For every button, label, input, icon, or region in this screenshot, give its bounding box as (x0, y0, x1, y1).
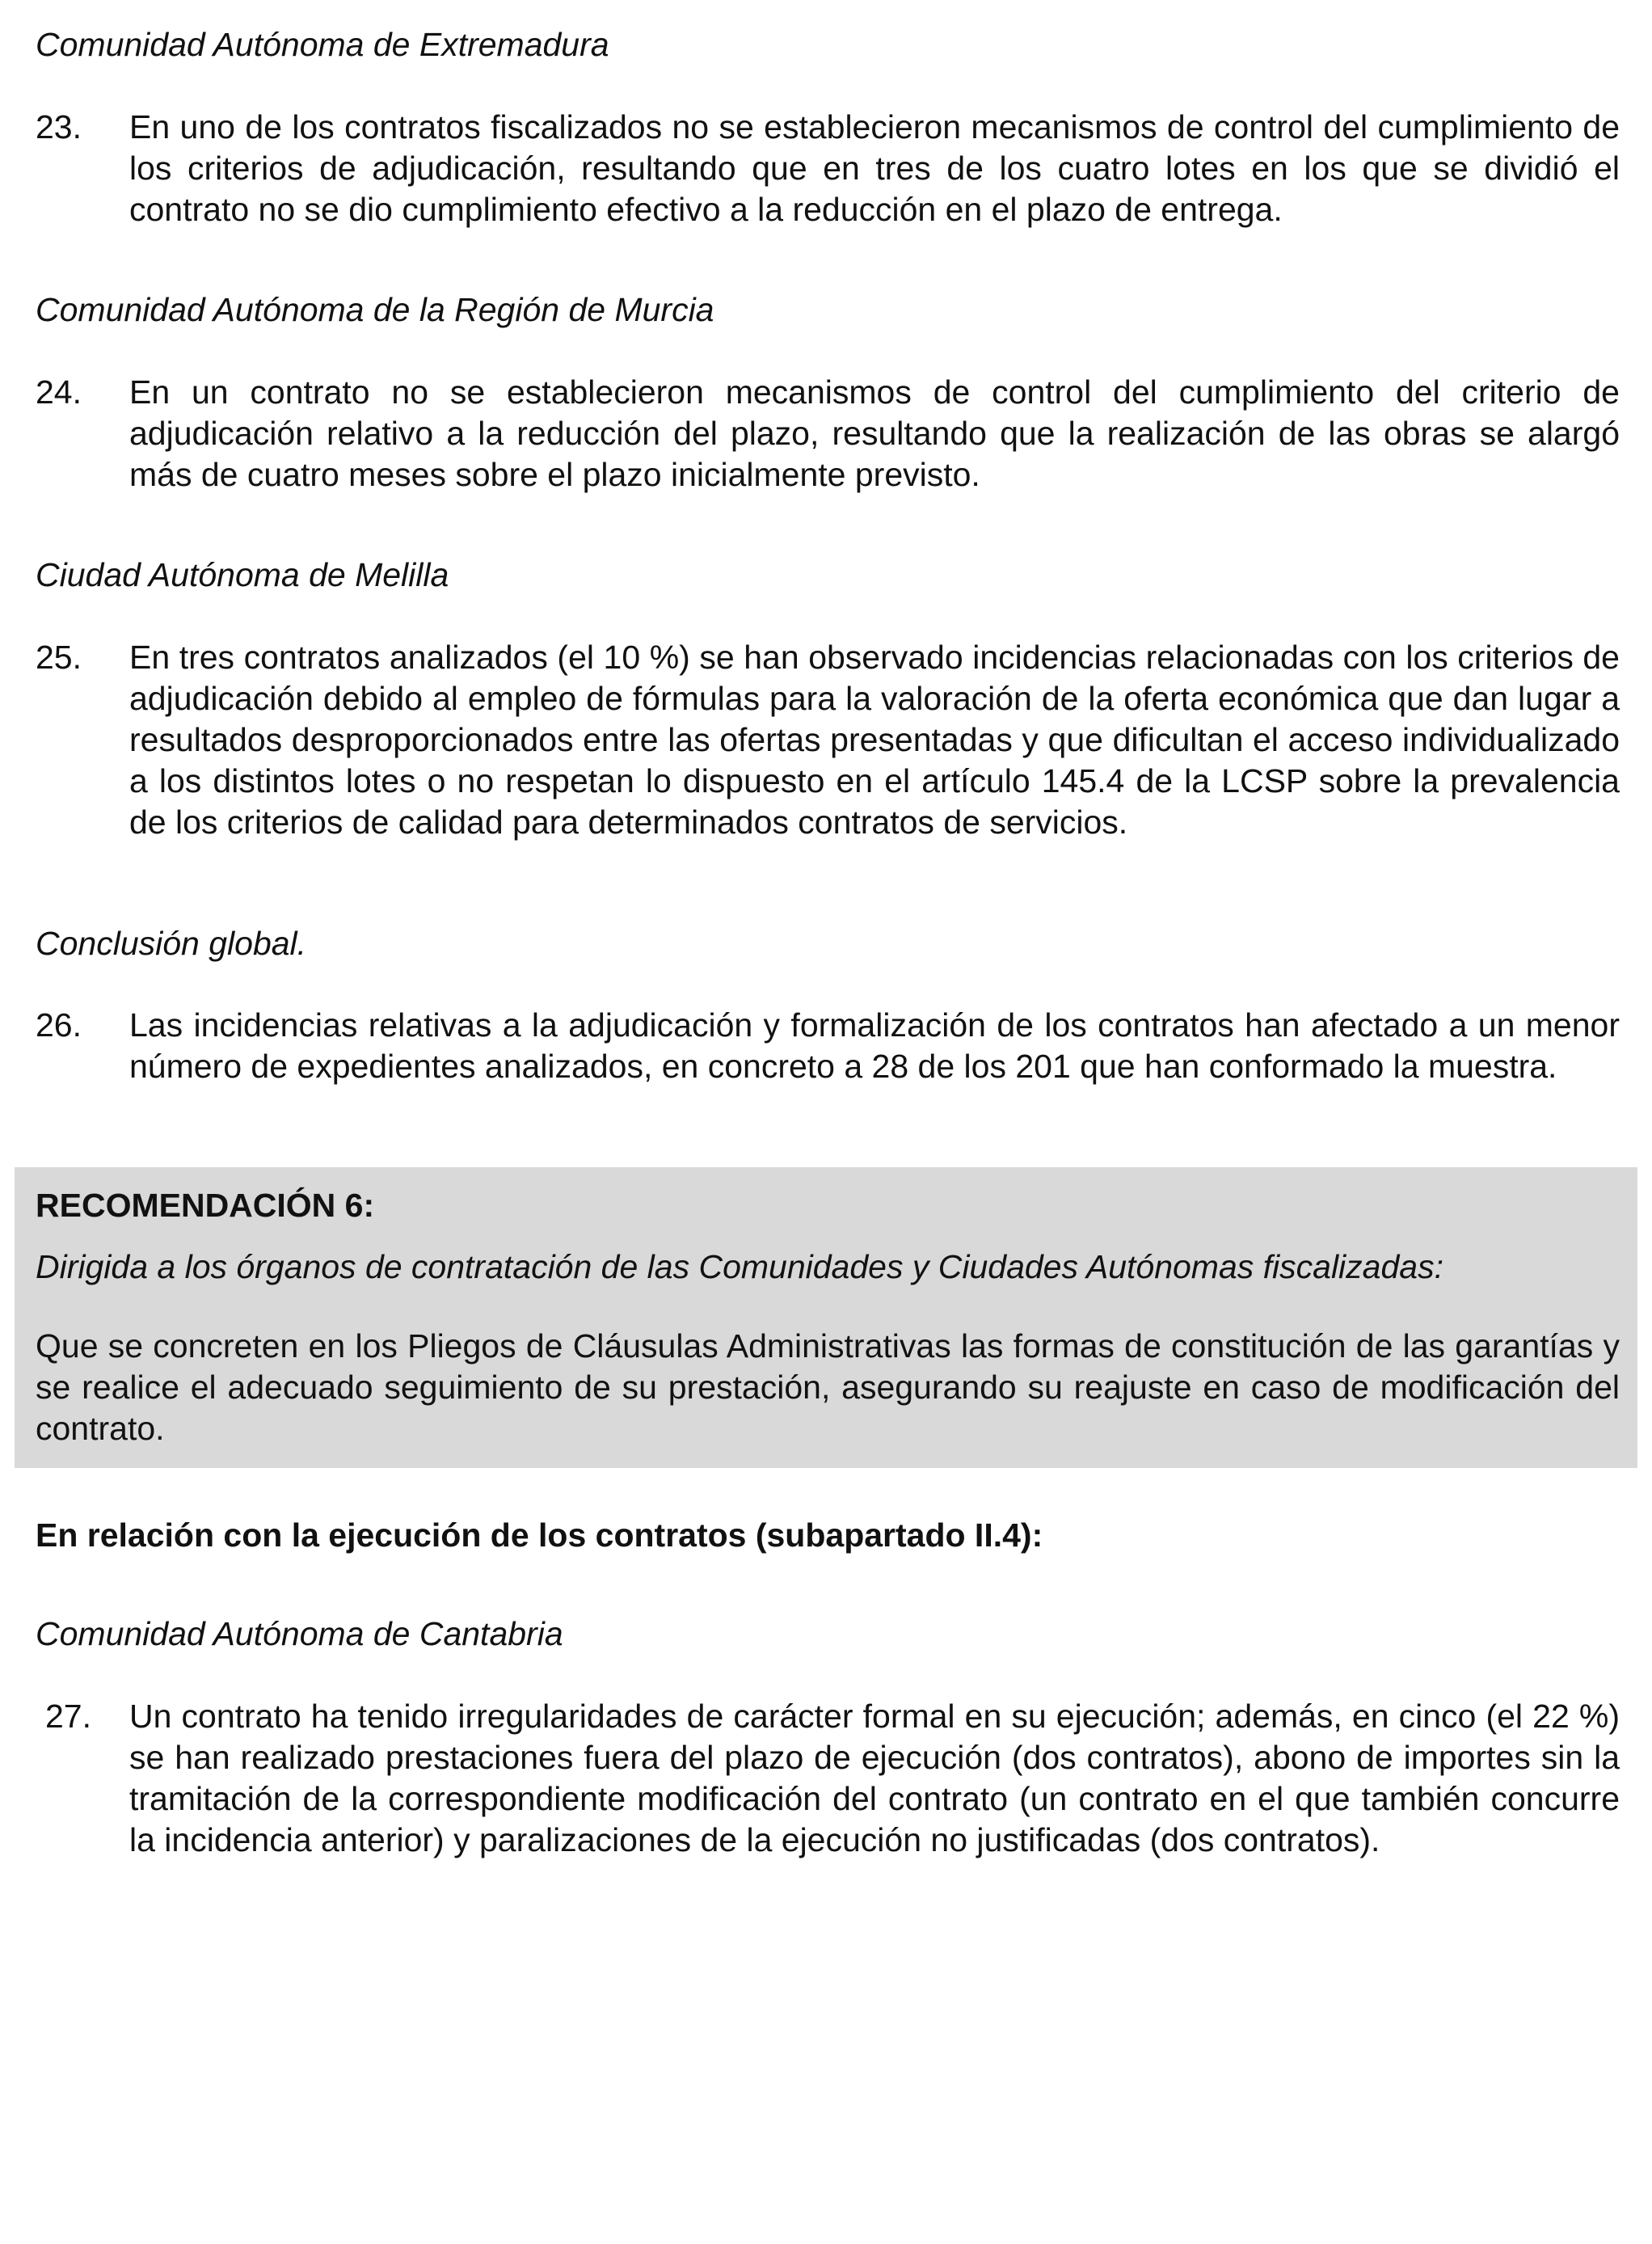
paragraph-text: Un contrato ha tenido irregularidades de carácter formal en su ejecución; además, en cinco (el 22 %) se han realizado prestaciones fuera del plazo de ejecución (dos contratos), abono de importes sin la tramitación de la correspondiente modificación del contrato (un contrato en el que también concurre la incidencia anterior) y paralizaciones de la ejecución no justificadas (dos contratos). (129, 1698, 1620, 1858)
paragraph-number: 25. (36, 639, 82, 676)
section-heading-execution: En relación con la ejecución de los contratos (subapartado II.4): (36, 1516, 1043, 1554)
paragraph-number: 23. (36, 108, 82, 146)
paragraph-24 (36, 372, 1620, 496)
paragraph-text: Las incidencias relativas a la adjudicación y formalización de los contratos han afectado a un menor número de expedientes analizados, en concreto a 28 de los 201 que han conformado la muestra. (129, 1006, 1620, 1085)
heading-melilla: Ciudad Autónoma de Melilla (36, 556, 449, 593)
paragraph-26 (36, 1005, 1620, 1087)
recommendation-box (15, 1167, 1637, 1468)
paragraph-text: En uno de los contratos fiscalizados no se establecieron mecanismos de control del cumplimiento de los criterios de adjudicación, resultando que en tres de los cuatro lotes en los que se dividió el contrato no se dio cumplimiento efectivo a la reducción en el plazo de entrega. (129, 108, 1620, 228)
heading-murcia: Comunidad Autónoma de la Región de Murcia (36, 291, 714, 328)
paragraph-number: 24. (36, 373, 82, 411)
heading-cantabria: Comunidad Autónoma de Cantabria (36, 1615, 563, 1652)
recommendation-subtitle: Dirigida a los órganos de contratación de las Comunidades y Ciudades Autónomas fiscalizadas: (36, 1248, 1443, 1285)
recommendation-title: RECOMENDACIÓN 6: (36, 1187, 375, 1224)
recommendation-text: Que se concreten en los Pliegos de Cláusulas Administrativas las formas de constitución de las garantías y se realice el adecuado seguimiento de su prestación, asegurando su reajuste en caso de modificación del contrato. (36, 1327, 1620, 1447)
heading-conclusion: Conclusión global. (36, 925, 307, 962)
paragraph-text: En un contrato no se establecieron mecanismos de control del cumplimiento del criterio de adjudicación relativo a la reducción del plazo, resultando que la realización de las obras se alargó más de cuatro meses sobre el plazo inicialmente previsto. (129, 373, 1620, 493)
paragraph-text: En tres contratos analizados (el 10 %) se han observado incidencias relacionadas con los criterios de adjudicación debido al empleo de fórmulas para la valoración de la oferta económica que dan lugar a resultados desproporcionados entre las ofertas presentadas y que dificultan el acceso individualizado a los distintos lotes o no respetan lo dispuesto en el artículo 145.4 de la LCSP sobre la prevalencia de los criterios de calidad para determinados contratos de servicios. (129, 639, 1620, 841)
paragraph-number: 26. (36, 1006, 82, 1044)
paragraph-number: 27. (45, 1698, 91, 1735)
paragraph-25 (36, 637, 1620, 843)
paragraph-27 (36, 1696, 1620, 1861)
paragraph-23 (36, 107, 1620, 230)
heading-extremadura: Comunidad Autónoma de Extremadura (36, 26, 609, 63)
